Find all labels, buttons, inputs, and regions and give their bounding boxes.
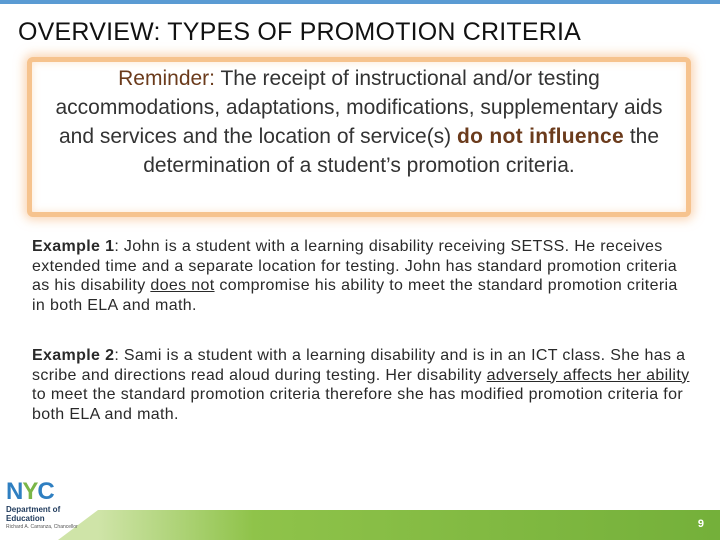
example-1-label: Example <box>32 238 106 255</box>
page-number: 9 <box>697 518 704 530</box>
reminder-emphasis: do not influence <box>457 125 624 148</box>
logo-letter-c: C <box>37 478 54 505</box>
example-2-text-2: to meet the standard promotion criteria therefore she has modified promotion criteria for both ELA and math. <box>32 386 684 423</box>
reminder-body-1: The receipt of instructional and/or testing accommodations, adaptations, modifications, supplementary aids and services and the location of service(s) <box>55 67 663 148</box>
example-2-number: 2 <box>105 347 115 364</box>
top-accent-bar <box>0 0 720 4</box>
logo-tagline: Richard A. Carranza, Chancellor <box>6 524 78 530</box>
example-1-text-1: : John is a student with a learning disability receiving SETSS. He receives extended time and a separate location for testing. John has standard promotion criteria as his disability <box>32 238 678 294</box>
example-2-text-1: : Sami is a student with a learning disability and is in an ICT class. She has a scribe and directions read aloud during testing. Her disability <box>32 347 686 384</box>
reminder-text <box>42 64 676 180</box>
example-1-number: 1 <box>105 238 115 255</box>
nyc-doe-logo <box>6 480 86 538</box>
example-2-underline: adversely affects her ability <box>486 366 690 384</box>
logo-department-text <box>6 506 86 523</box>
logo-education-line: Education <box>6 513 45 523</box>
example-1-paragraph <box>32 237 692 315</box>
reminder-lead: Reminder: <box>118 67 216 90</box>
slide-title: OVERVIEW: TYPES OF PROMOTION CRITERIA <box>18 18 582 46</box>
logo-letter-y: Y <box>22 478 38 505</box>
reminder-body-2: the determination of a student’s promotion criteria. <box>143 125 660 177</box>
example-1-text-2: compromise his ability to meet the standard promotion criteria in both ELA and math. <box>32 277 678 314</box>
example-1-underline: does not <box>150 277 215 294</box>
example-2-paragraph <box>32 346 692 424</box>
footer-stripe <box>98 510 720 540</box>
logo-letters <box>6 480 86 504</box>
logo-letter-n: N <box>6 478 23 505</box>
example-2-label: Example <box>32 347 106 364</box>
logo-department-line: Department of <box>6 505 61 514</box>
